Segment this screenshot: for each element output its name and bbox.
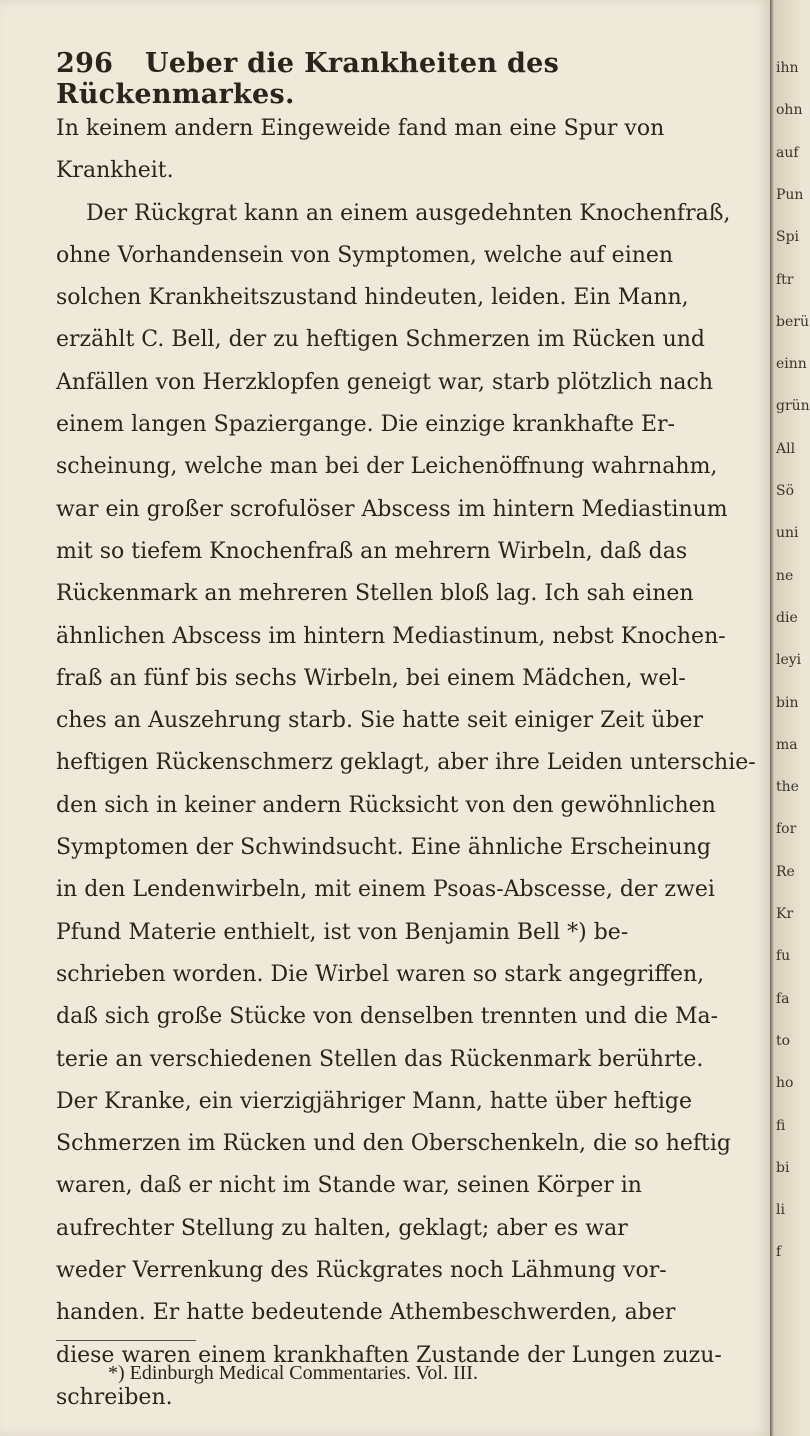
- text-line: schrieben worden. Die Wirbel waren so stark angegriffen,: [56, 961, 705, 987]
- facing-page-fragment: uni: [776, 525, 799, 542]
- text-line: Anfällen von Herzklopfen geneigt war, starb plötzlich nach: [56, 369, 713, 395]
- text-line: solchen Krankheitszustand hindeuten, leiden. Ein Mann,: [56, 285, 689, 311]
- facing-page-fragment: to: [776, 1032, 791, 1049]
- facing-page-fragment: leyi: [776, 652, 802, 669]
- text-line: In keinem andern Eingeweide fand man eine Spur von: [56, 116, 665, 141]
- facing-page-fragment: bi: [776, 1159, 790, 1176]
- text-line: scheinung, welche man bei der Leichenöffnung wahrnahm,: [56, 454, 718, 480]
- facing-page-fragment: grün: [776, 398, 810, 415]
- facing-page-fragment: einn: [776, 356, 807, 373]
- facing-page-fragment: ftr: [776, 271, 794, 288]
- facing-page-fragment: f: [776, 1244, 782, 1261]
- facing-page-fragment: ne: [776, 567, 794, 584]
- page-number: 296: [56, 48, 114, 79]
- running-title: Ueber die Krankheiten des Rückenmarkes.: [56, 48, 560, 110]
- facing-page-fragment: Re: [776, 863, 795, 880]
- facing-page-fragment: Spi: [776, 229, 800, 246]
- footnote: *) Edinburgh Medical Commentaries. Vol. III.: [108, 1362, 478, 1384]
- facing-page-fragment: the: [776, 779, 799, 796]
- facing-page-fragment: ihn: [776, 60, 799, 76]
- text-line: ohne Vorhandensein von Symptomen, welche auf einen: [56, 242, 674, 268]
- facing-page-fragment: die: [776, 609, 798, 626]
- text-line: mit so tiefem Knochenfraß an mehrern Wirbeln, daß das: [56, 538, 688, 564]
- text-line: schreiben.: [56, 1384, 173, 1410]
- text-line: den sich in keiner andern Rücksicht von den gewöhnlichen: [56, 792, 716, 818]
- footnote-rule: [56, 1340, 196, 1341]
- text-line: fraß an fünf bis sechs Wirbeln, bei einem Mädchen, wel-: [56, 665, 686, 691]
- text-line: Symptomen der Schwindsucht. Eine ähnliche Erscheinung: [56, 835, 711, 861]
- text-line: waren, daß er nicht im Stande war, seinen Körper in: [56, 1173, 642, 1199]
- facing-page-fragment: bin: [776, 694, 799, 711]
- text-line: diese waren einem krankhaften Zustande der Lungen zuzu-: [56, 1342, 722, 1368]
- facing-page-fragment: ma: [776, 736, 798, 753]
- facing-page-fragment: for: [776, 821, 797, 838]
- facing-page-fragment: ohn: [776, 102, 803, 119]
- body-text: [56, 108, 756, 1419]
- facing-page-fragment: Kr: [776, 906, 794, 922]
- text-line: Der Rückgrat kann an einem ausgedehnten Knochenfraß,: [86, 200, 731, 226]
- text-line: heftigen Rückenschmerz geklagt, aber ihre Leiden unterschie-: [56, 750, 756, 776]
- text-line: Pfund Materie enthielt, ist von Benjamin Bell *) be-: [56, 919, 629, 945]
- page-header: [56, 48, 736, 110]
- text-line: Krankheit.: [56, 158, 174, 184]
- facing-page-fragment: Pun: [776, 186, 804, 203]
- facing-page-fragment: fi: [776, 1117, 786, 1134]
- text-line: erzählt C. Bell, der zu heftigen Schmerzen im Rücken und: [56, 327, 706, 353]
- facing-page-fragment: berü: [776, 313, 809, 330]
- text-line: terie an verschiedenen Stellen das Rückenmark berührte.: [56, 1046, 704, 1072]
- facing-page-fragment: All: [776, 440, 796, 457]
- facing-page-edge: [770, 0, 810, 1436]
- text-line: Der Kranke, ein vierzigjähriger Mann, hatte über heftige: [56, 1088, 692, 1114]
- facing-page-fragment: auf: [776, 144, 799, 161]
- text-line: war ein großer scrofulöser Abscess im hintern Mediastinum: [56, 496, 728, 522]
- facing-page-fragment: Sö: [776, 483, 795, 499]
- text-line: handen. Er hatte bedeutende Athembeschwerden, aber: [56, 1300, 676, 1326]
- text-line: einem langen Spaziergange. Die einzige krankhafte Er-: [56, 412, 675, 438]
- text-line: in den Lendenwirbeln, mit einem Psoas-Abscesse, der zwei: [56, 877, 715, 903]
- facing-page-fragment: fu: [776, 948, 791, 965]
- text-line: ähnlichen Abscess im hintern Mediastinum, nebst Knochen-: [56, 623, 726, 649]
- facing-page-fragment: fa: [776, 990, 790, 1007]
- text-line: Rückenmark an mehreren Stellen bloß lag. Ich sah einen: [56, 581, 694, 607]
- text-line: Schmerzen im Rücken und den Oberschenkeln, die so heftig: [56, 1131, 731, 1157]
- text-line: aufrechter Stellung zu halten, geklagt; aber es war: [56, 1215, 628, 1241]
- text-line: weder Verrenkung des Rückgrates noch Lähmung vor-: [56, 1258, 667, 1284]
- facing-page-fragment: li: [776, 1202, 785, 1219]
- facing-page-fragment: ho: [776, 1075, 794, 1092]
- text-line: daß sich große Stücke von denselben trennten und die Ma-: [56, 1004, 719, 1030]
- text-line: ches an Auszehrung starb. Sie hatte seit einiger Zeit über: [56, 708, 704, 734]
